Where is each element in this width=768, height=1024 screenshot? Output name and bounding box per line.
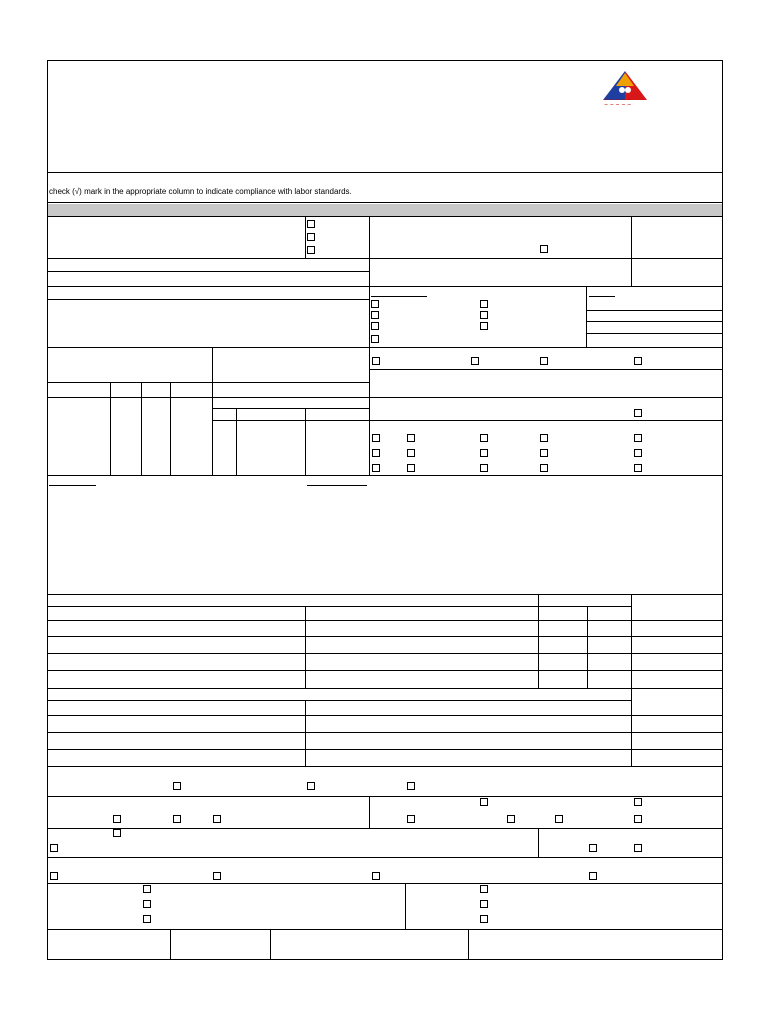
checkbox[interactable] — [540, 434, 548, 442]
row-line — [48, 732, 723, 733]
row-line — [48, 749, 723, 750]
checkbox[interactable] — [540, 357, 548, 365]
checkbox[interactable] — [50, 844, 58, 852]
checkbox[interactable] — [589, 872, 597, 880]
checkbox[interactable] — [50, 872, 58, 880]
header-bottom-line — [48, 172, 723, 173]
underline — [589, 296, 615, 297]
row-line — [212, 420, 723, 421]
checkbox[interactable] — [113, 829, 121, 837]
checkbox[interactable] — [634, 357, 642, 365]
divider — [141, 382, 142, 475]
divider — [110, 382, 111, 475]
row-line — [48, 929, 723, 930]
checkbox[interactable] — [634, 844, 642, 852]
checkbox[interactable] — [307, 220, 315, 228]
section-header-bar — [48, 204, 722, 216]
checkbox[interactable] — [634, 815, 642, 823]
checkbox[interactable] — [480, 885, 488, 893]
checkbox[interactable] — [480, 915, 488, 923]
section-bar-bottom-line — [48, 216, 723, 217]
row-line — [48, 606, 631, 607]
checkbox[interactable] — [589, 844, 597, 852]
divider — [305, 700, 306, 766]
checkbox[interactable] — [372, 464, 380, 472]
checkbox[interactable] — [372, 357, 380, 365]
checkbox[interactable] — [480, 322, 488, 330]
row-line — [48, 286, 723, 287]
checkbox[interactable] — [307, 246, 315, 254]
divider — [587, 606, 588, 688]
divider — [369, 796, 370, 828]
row-line — [586, 333, 723, 334]
checkbox[interactable] — [634, 409, 642, 417]
checkbox[interactable] — [480, 449, 488, 457]
underline — [49, 485, 96, 486]
row-line — [48, 715, 723, 716]
checkbox[interactable] — [634, 798, 642, 806]
underline — [307, 485, 367, 486]
checkbox[interactable] — [540, 464, 548, 472]
checkbox[interactable] — [213, 815, 221, 823]
checkbox[interactable] — [307, 233, 315, 241]
checkbox[interactable] — [213, 872, 221, 880]
checkbox[interactable] — [555, 815, 563, 823]
checkbox[interactable] — [480, 798, 488, 806]
checkbox[interactable] — [634, 434, 642, 442]
row-line — [586, 321, 723, 322]
checkbox[interactable] — [634, 449, 642, 457]
checkbox[interactable] — [480, 464, 488, 472]
row-line — [48, 271, 369, 272]
divider — [586, 286, 587, 348]
row-line — [48, 700, 631, 701]
checkbox[interactable] — [540, 449, 548, 457]
divider — [236, 408, 237, 475]
row-line — [48, 397, 723, 398]
divider — [305, 408, 306, 475]
logo-caption: ~ ~ ~ ~ ~ ~ ~ ~ ~ ~ — [604, 97, 632, 108]
checkbox[interactable] — [372, 872, 380, 880]
checkbox[interactable] — [480, 300, 488, 308]
checkbox[interactable] — [173, 782, 181, 790]
row-line — [48, 258, 723, 259]
checkbox[interactable] — [143, 900, 151, 908]
row-line — [369, 369, 723, 370]
row-line — [48, 636, 723, 637]
row-line — [48, 857, 723, 858]
checkbox[interactable] — [407, 815, 415, 823]
row-line — [48, 766, 723, 767]
checkbox[interactable] — [634, 464, 642, 472]
row-line — [48, 828, 723, 829]
row-line — [48, 475, 723, 476]
divider — [270, 929, 271, 960]
row-line — [586, 310, 723, 311]
divider — [405, 883, 406, 929]
divider — [468, 929, 469, 960]
divider — [170, 382, 171, 475]
divider — [369, 347, 370, 475]
checkbox[interactable] — [143, 885, 151, 893]
row-line — [48, 382, 369, 383]
checkbox[interactable] — [113, 815, 121, 823]
checkbox[interactable] — [407, 449, 415, 457]
row-line — [48, 347, 723, 348]
checkbox[interactable] — [307, 782, 315, 790]
checkbox[interactable] — [173, 815, 181, 823]
checkbox[interactable] — [480, 900, 488, 908]
checkbox[interactable] — [507, 815, 515, 823]
checkbox[interactable] — [143, 915, 151, 923]
checkbox[interactable] — [372, 449, 380, 457]
divider — [305, 216, 306, 258]
checkbox[interactable] — [371, 300, 379, 308]
checkbox[interactable] — [540, 245, 548, 253]
divider — [170, 929, 171, 960]
checkbox[interactable] — [407, 434, 415, 442]
row-line — [48, 688, 723, 689]
row-line — [48, 883, 723, 884]
row-line — [48, 653, 723, 654]
divider — [631, 594, 632, 766]
divider — [538, 594, 539, 688]
divider — [305, 606, 306, 688]
checkbox[interactable] — [480, 434, 488, 442]
divider — [538, 828, 539, 857]
checkbox[interactable] — [372, 434, 380, 442]
row-line — [48, 620, 723, 621]
row-line — [48, 299, 369, 300]
divider — [631, 216, 632, 286]
underline — [371, 296, 427, 297]
checkbox[interactable] — [371, 335, 379, 343]
row-line — [48, 594, 723, 595]
row-line — [48, 796, 723, 797]
checkbox[interactable] — [371, 311, 379, 319]
row-line — [48, 670, 723, 671]
checkbox[interactable] — [371, 322, 379, 330]
checkbox[interactable] — [480, 311, 488, 319]
instructions-text: check (√) mark in the appropriate column to indicate compliance with labor standards. — [49, 187, 352, 196]
checkbox[interactable] — [471, 357, 479, 365]
divider — [212, 347, 213, 475]
checkbox[interactable] — [407, 464, 415, 472]
checkbox[interactable] — [407, 782, 415, 790]
divider — [369, 216, 370, 348]
instructions-bottom-line — [48, 202, 723, 203]
